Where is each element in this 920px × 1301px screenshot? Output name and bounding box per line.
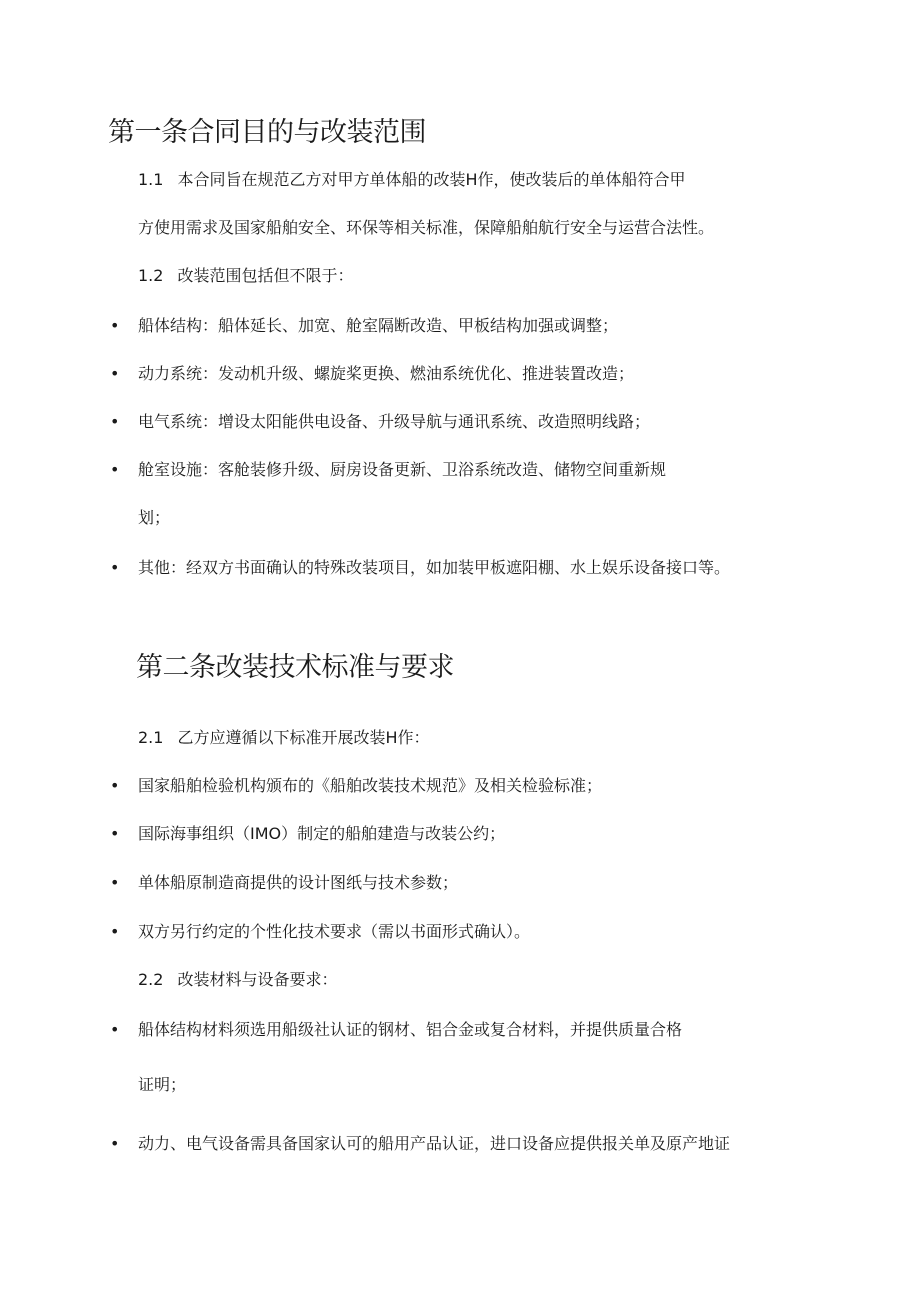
list-item: 船体结构材料须选用船级社认证的钢材、铝合金或复合材料，并提供质量合格: [138, 1020, 683, 1039]
clause-1-2: [138, 266, 353, 286]
bullet-glyph: •: [110, 412, 120, 431]
list-item: 国际海事组织（IMO）制定的船舶建造与改装公约；: [138, 824, 506, 843]
bullet-glyph: •: [110, 824, 120, 843]
clause-text: 本合同旨在规范乙方对甲方单体船的改装H作，使改装后的单体船符合甲: [177, 170, 686, 189]
list-item-continuation: 证明；: [138, 1075, 187, 1094]
clause-1-1-line1: [138, 170, 686, 190]
clause-number: 1.2: [138, 266, 164, 285]
list-item: 动力、电气设备需具备国家认可的船用产品认证，进口设备应提供报关单及原产地证: [138, 1134, 731, 1153]
clause-text: 改装材料与设备要求：: [177, 970, 338, 989]
bullet-glyph: •: [110, 1020, 120, 1039]
bullet-glyph: •: [110, 460, 120, 479]
clause-text: 改装范围包括但不限于：: [177, 266, 354, 285]
bullet-glyph: •: [110, 873, 120, 892]
list-item: 船体结构：船体延长、加宽、舱室隔断改造、甲板结构加强或调整；: [138, 316, 619, 335]
bullet-glyph: •: [110, 558, 120, 577]
list-item: 电气系统：增设太阳能供电设备、升级导航与通讯系统、改造照明线路；: [138, 412, 651, 431]
list-item-continuation: 划；: [138, 508, 171, 527]
bullet-glyph: •: [110, 922, 120, 941]
list-item: 国家船舶检验机构颁布的《船舶改装技术规范》及相关检验标准；: [138, 776, 603, 795]
list-item: 双方另行约定的个性化技术要求（需以书面形式确认）。: [138, 922, 531, 941]
clause-2-1: [138, 728, 430, 748]
clause-2-2: [138, 970, 337, 990]
clause-1-1-line2: 方使用需求及国家船舶安全、环保等相关标准，保障船舶航行安全与运营合法性。: [138, 218, 715, 237]
list-item: 单体船原制造商提供的设计图纸与技术参数；: [138, 873, 459, 892]
list-item: 其他：经双方书面确认的特殊改装项目，如加装甲板遮阳棚、水上娱乐设备接口等。: [138, 558, 731, 577]
bullet-glyph: •: [110, 364, 120, 383]
bullet-glyph: •: [110, 316, 120, 335]
bullet-glyph: •: [110, 776, 120, 795]
clause-number: 2.1: [138, 728, 164, 747]
list-item: 舱室设施：客舱装修升级、厨房设备更新、卫浴系统改造、储物空间重新规: [138, 460, 667, 479]
list-item: 动力系统：发动机升级、螺旋桨更换、燃油系统优化、推进装置改造；: [138, 364, 635, 383]
clause-number: 2.2: [138, 970, 164, 989]
clause-text: 乙方应遵循以下标准开展改装H作：: [177, 728, 430, 747]
clause-number: 1.1: [138, 170, 164, 189]
bullet-glyph: •: [110, 1134, 120, 1153]
section1-title: 第一条合同目的与改装范围: [108, 117, 426, 148]
section2-title: 第二条改装技术标准与要求: [136, 652, 454, 683]
